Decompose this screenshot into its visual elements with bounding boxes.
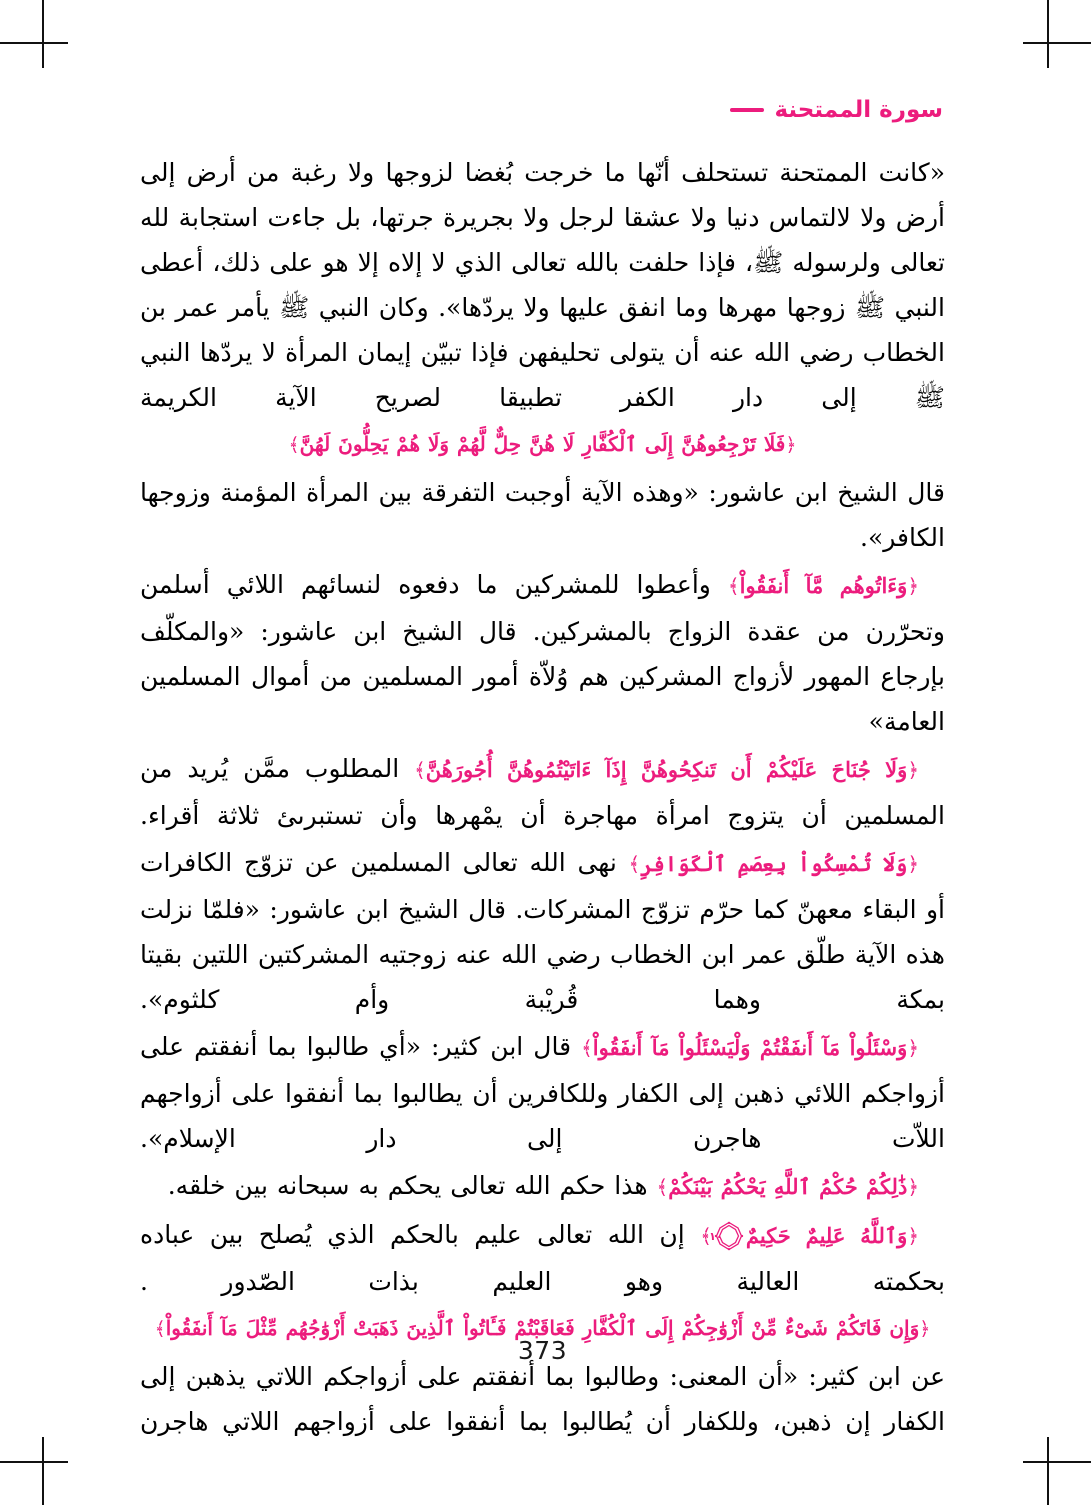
ayah-close-bracket-icon: ﴾ xyxy=(288,434,300,456)
paragraph-four xyxy=(140,840,945,1022)
ayah-text: ذَٰلِكُمْ حُكْمُ ٱللَّهِ يَحْكُمُ بَيْنَكُمْ xyxy=(668,1174,908,1199)
crop-mark-bottom-right-vertical xyxy=(1047,1437,1049,1505)
ayah-number-text: ١٠ xyxy=(709,1229,723,1243)
paragraph-text: هذا حكم الله تعالى يحكم به سبحانه بين خلقه. xyxy=(167,1171,648,1200)
paragraph-text: قال الشيخ ابن عاشور: «وهذه الآية أوجبت التفرقة بين المرأة المؤمنة وزوجها الكافر». xyxy=(140,478,945,552)
paragraph-text: عن ابن كثير: «أن المعنى: وطالبوا بما أنفقتم على أزواجكم اللاتي يذهبن إلى الكفار إن ذهبن، وللكفار أن يُطالبوا بما أنفقوا على أزواجهم اللاتي هاجرن xyxy=(140,1362,945,1436)
body-text-column xyxy=(140,150,945,1444)
ayah-open-bracket-icon: ﴿ xyxy=(919,1318,931,1340)
paragraph-text: المطلوب ممَّن يُريد من المسلمين أن يتزوج امرأة مهاجرة أن يمْهرها وأن تستبرىئ ثلاثة أقراء. xyxy=(140,754,945,830)
paragraph-ibn-ashur-quote xyxy=(140,470,945,560)
paragraph-five xyxy=(140,1024,945,1161)
quran-ayah xyxy=(414,757,919,782)
crop-mark-top-right-horizontal xyxy=(1023,42,1091,44)
ayah-text: وَٱللَّهُ عَلِيمٌ حَكِيمٌ xyxy=(745,1223,908,1248)
ayah-text: وَسْئَلُواْ مَآ أَنفَقْتُمْ وَلْيَسْئَلُواْ مَآ أَنفَقُواْ xyxy=(592,1035,908,1060)
page-number: 373 xyxy=(517,1336,568,1365)
book-page xyxy=(140,88,945,1436)
quran-ayah xyxy=(629,851,919,876)
ayah-text: وَلَا تُمْسِكُواْ بِعِصَمِ ٱلْكَوَافِرِ xyxy=(640,851,908,876)
paragraph-narration xyxy=(140,150,945,420)
paragraph-ayah-line xyxy=(140,422,945,468)
paragraph-text: إن الله تعالى عليم بالحكم الذي يُصلح بين عباده بحكمته العالية وهو العليم بذات الصّدور . xyxy=(140,1220,945,1296)
surah-title: سورة الممتحنة xyxy=(774,96,943,123)
ayah-open-bracket-icon: ﴿ xyxy=(907,574,919,598)
header-dash-rule-icon xyxy=(730,108,764,112)
quran-ayah xyxy=(657,1174,919,1199)
crop-mark-top-right-vertical xyxy=(1047,0,1049,68)
ayah-open-bracket-icon: ﴿ xyxy=(907,1036,919,1060)
quran-ayah xyxy=(700,1223,919,1248)
ayah-text: وَءَاتُوهُم مَّآ أَنفَقُواْ xyxy=(739,573,908,598)
ayah-text: وَلَا جُنَاحَ عَلَيْكُمْ أَن تَنكِحُوهُنَّ إِذَآ ءَاتَيْتُمُوهُنَّ أُجُورَهُنَّ xyxy=(425,757,908,782)
crop-mark-bottom-left-horizontal xyxy=(0,1461,68,1463)
paragraph-text: «كانت الممتحنة تستحلف أنّها ما خرجت بُغضا لزوجها ولا رغبة من أرض إلى أرض ولا لالتماس دنيا ولا عشقا لرجل ولا بجريرة جرتها، بل جاءت استجابة لله تعالى ولرسوله ﷺ، فإذا حلفت بالله تعالى الذي لا إلاه إلا هو على ذلك، أعطى النبي ﷺ زوجها مهرها وما انفق عليها ولا يردّها». وكان النبي ﷺ يأمر عمر بن الخطاب رضي الله عنه أن يتولى تحليفهن فإذا تبيّن إيمان المرأة لا يردّها النبي ﷺ إلى دار الكفر تطبيقا لصريح الآية الكريمة xyxy=(140,158,945,412)
ayah-close-bracket-icon: ﴾ xyxy=(656,1175,669,1199)
paragraph-text: نهى الله تعالى المسلمين عن تزوّج الكافرات أو البقاء معهنّ كما حرّم تزوّج المشركات. قال الشيخ ابن عاشور: «فلمّا نزلت هذه الآية طلّق عمر ابن الخطاب رضي الله عنه زوجتيه المشركتين اللتين بقيتا بمكة وهما قُريْبة وأم كلثوم». xyxy=(140,848,945,1014)
paragraph-two xyxy=(140,562,945,744)
ayah-text: وَإِن فَاتَكُمْ شَىْءٌ مِّنْ أَزْوَٰجِكُمْ إِلَى ٱلْكُفَّارِ فَعَاقَبْتُمْ فَـَٔاتُواْ ٱلَّذِينَ ذَهَبَتْ أَزْوَٰجُهُم مِّثْلَ مَآ أَنفَقُواْ xyxy=(165,1316,920,1340)
running-head xyxy=(140,88,945,132)
quran-ayah xyxy=(581,1035,919,1060)
paragraph-seven xyxy=(140,1212,945,1304)
ayah-number-rosette-icon xyxy=(709,1221,744,1251)
paragraph-three xyxy=(140,746,945,838)
ayah-open-bracket-icon: ﴿ xyxy=(907,1224,919,1248)
paragraph-text: قال ابن كثير: «أي طالبوا بما أنفقتم على أزواجكم اللائي ذهبن إلى الكفار وللكافرين أن يطالبوا بما أنفقوا على أزواجهم اللاّت هاجرن إلى دار الإسلام». xyxy=(140,1032,945,1153)
ayah-text: فَلَا تَرْجِعُوهُنَّ إِلَى ٱلْكُفَّارِ لَا هُنَّ حِلٌّ لَّهُمْ وَلَا هُمْ يَحِلُّونَ لَهُنَّ xyxy=(299,432,786,456)
ayah-close-bracket-icon: ﴾ xyxy=(628,852,641,876)
paragraph-text: وأعطوا للمشركين ما دفعوه لنسائهم اللائي أسلمن وتحرّرن من عقدة الزواج بالمشركين. قال الشيخ ابن عاشور: «والمكلّف بإرجاع المهور لأزواج المشركين هم وُلاّة أمور المسلمين من أموال المسلمين العامة» xyxy=(140,570,945,736)
ayah-close-bracket-icon: ﴾ xyxy=(154,1318,166,1340)
ayah-open-bracket-icon: ﴿ xyxy=(785,434,797,456)
crop-mark-bottom-right-horizontal xyxy=(1023,1461,1091,1463)
paragraph-six xyxy=(140,1163,945,1210)
ayah-close-bracket-icon: ﴾ xyxy=(414,758,426,782)
ayah-open-bracket-icon: ﴿ xyxy=(907,758,919,782)
ayah-open-bracket-icon: ﴿ xyxy=(907,852,919,876)
ayah-close-bracket-icon: ﴾ xyxy=(581,1036,593,1060)
ayah-close-bracket-icon: ﴾ xyxy=(700,1224,712,1248)
quran-ayah xyxy=(728,573,919,598)
crop-mark-top-left-horizontal xyxy=(0,42,68,44)
paragraph-eight xyxy=(140,1354,945,1444)
crop-mark-top-left-vertical xyxy=(42,0,44,68)
quran-ayah xyxy=(140,422,945,468)
crop-mark-bottom-left-vertical xyxy=(42,1437,44,1505)
ayah-close-bracket-icon: ﴾ xyxy=(727,574,740,598)
ayah-open-bracket-icon: ﴿ xyxy=(907,1175,919,1199)
